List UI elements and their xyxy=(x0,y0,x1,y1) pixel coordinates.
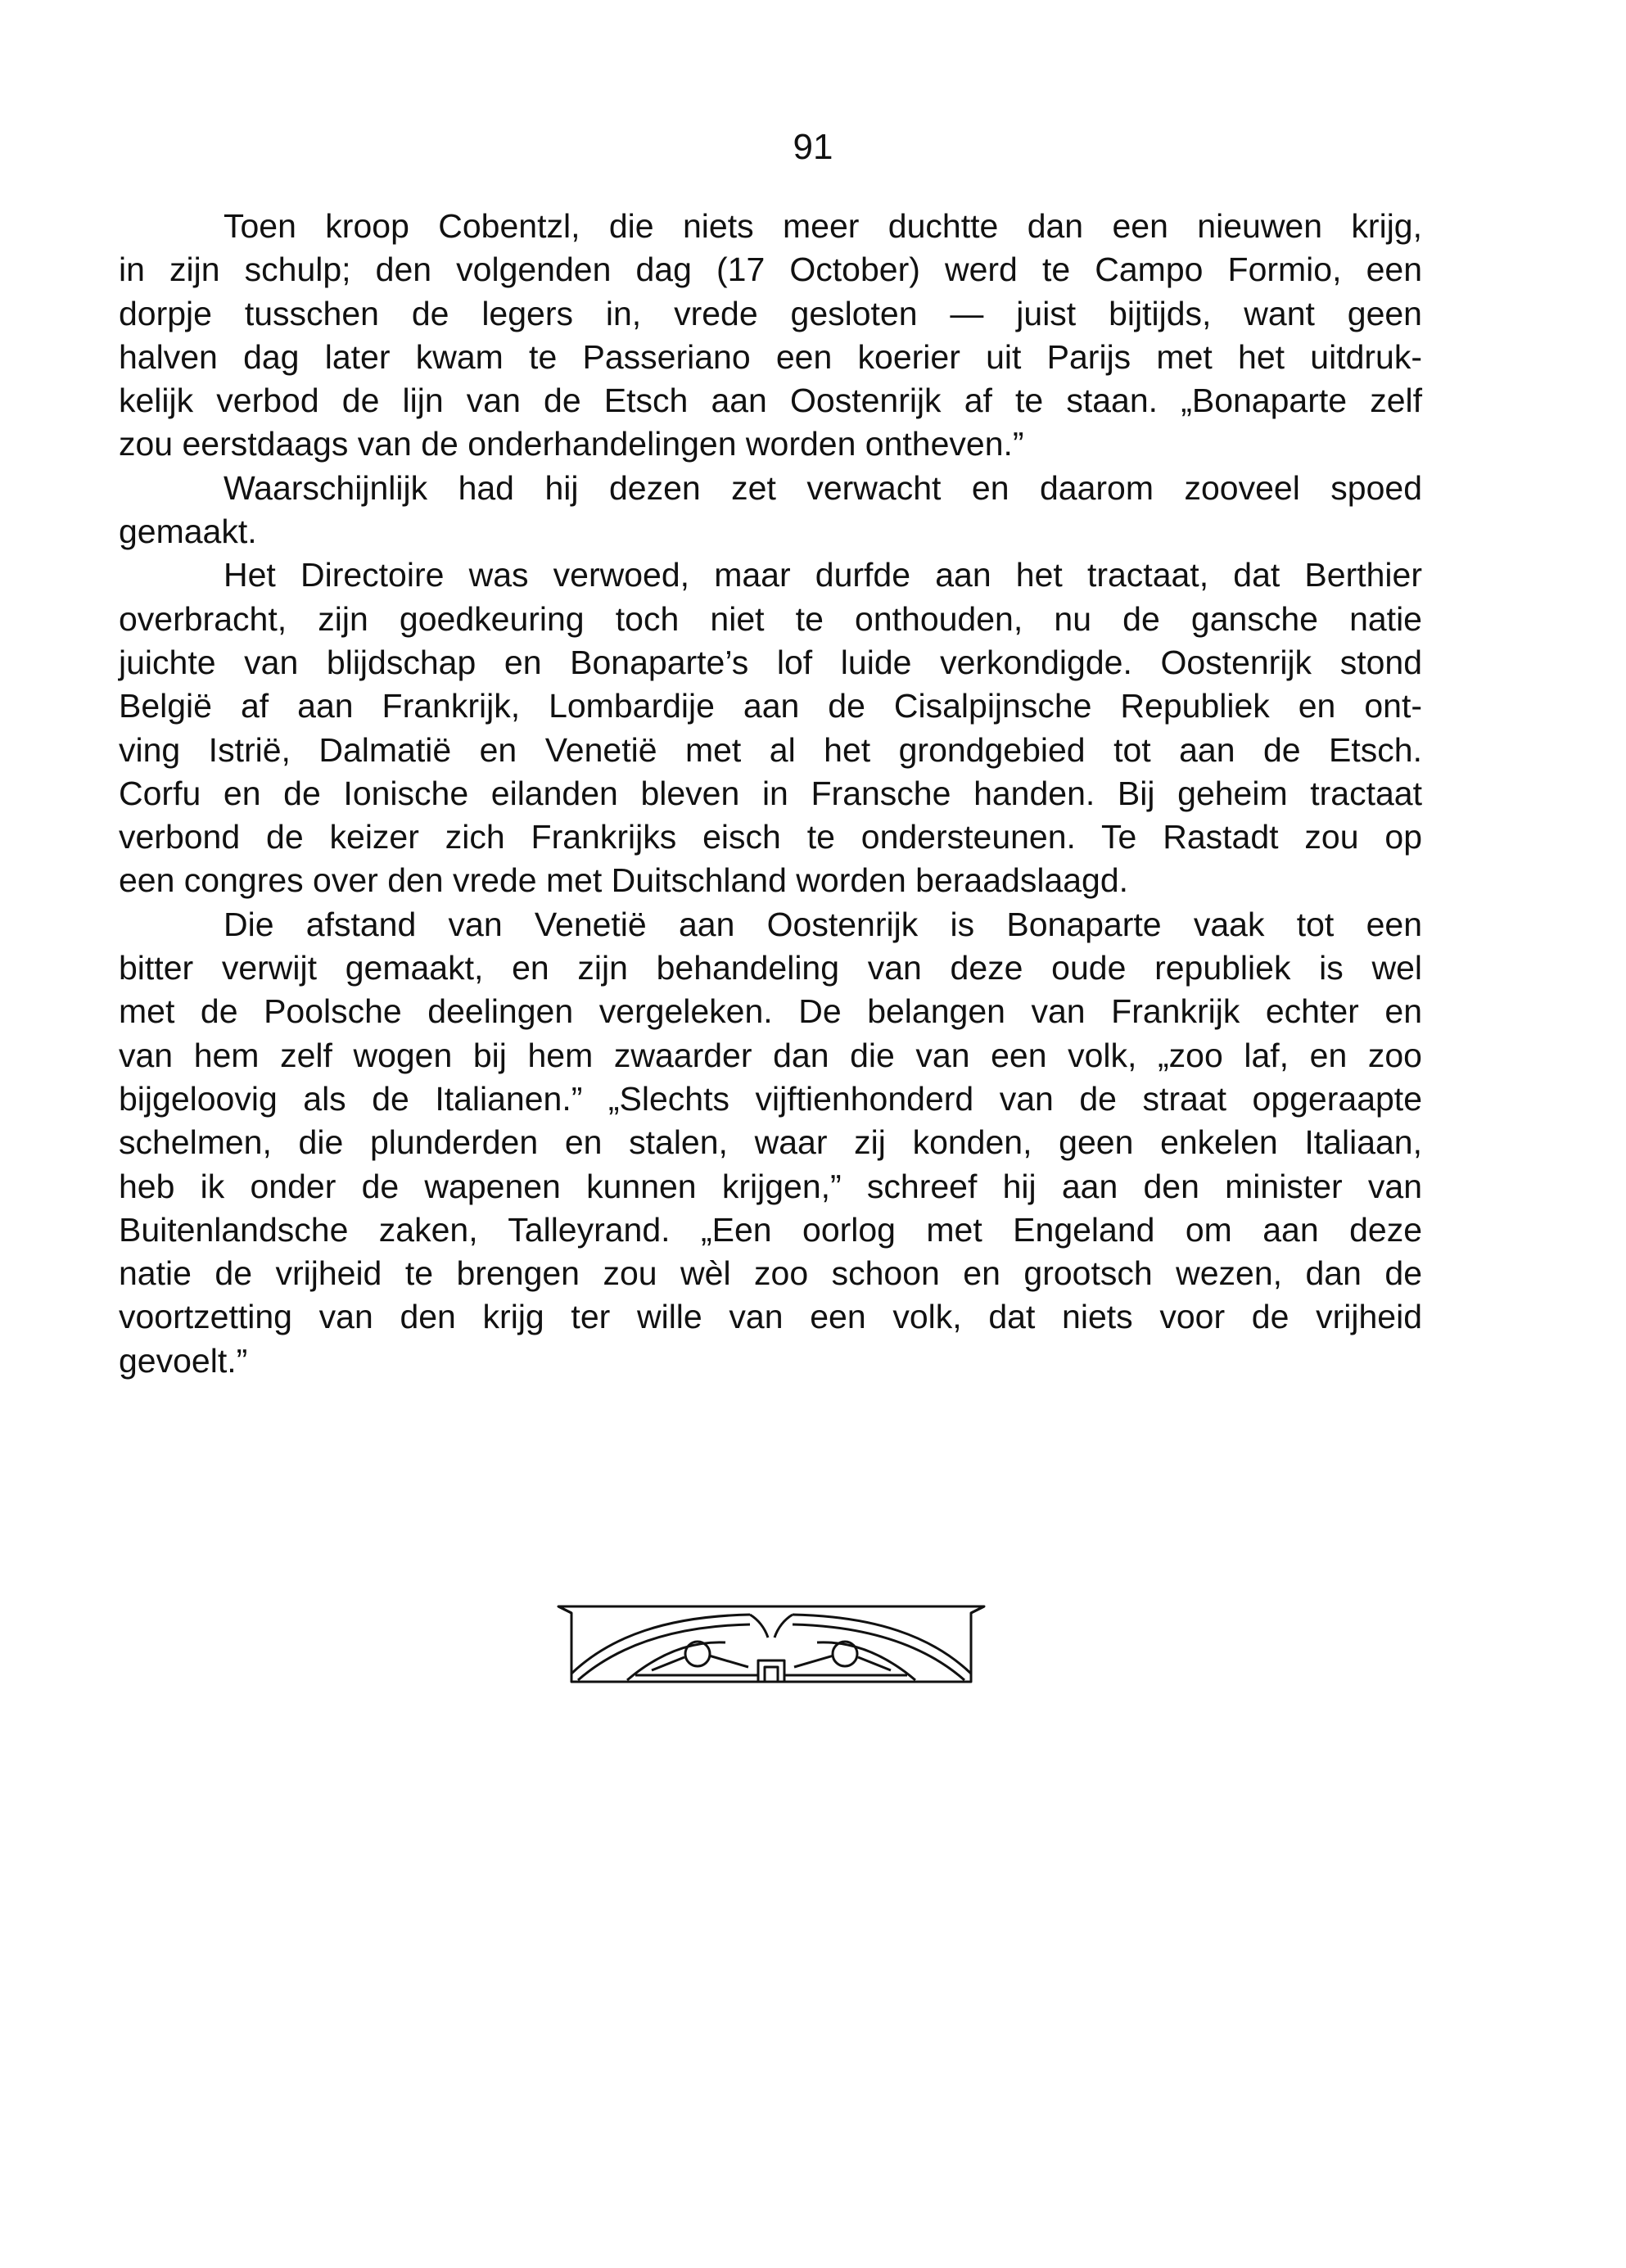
text-line: Het Directoire was verwoed, maar durfde aan het tractaat, dat Berthier xyxy=(224,556,1422,594)
text-line: Buitenlandsche zaken, Talleyrand. „Een oorlog met Engeland om aan deze xyxy=(119,1210,1422,1249)
text-line: Waarschijnlijk had hij dezen zet verwacht en daarom zooveel spoed xyxy=(224,468,1422,507)
text-line: Toen kroop Cobentzl, die niets meer duchtte dan een nieuwen krijg, xyxy=(224,207,1422,245)
text-line: België af aan Frankrijk, Lombardije aan de Cisalpijnsche Republiek en ont- xyxy=(119,687,1422,725)
text-line: in zijn schulp; den volgenden dag (17 October) werd te Campo Formio, een xyxy=(119,251,1422,289)
text-line: een congres over den vrede met Duitschland worden beraadslaagd. xyxy=(119,861,1129,900)
text-line: overbracht, zijn goedkeuring toch niet te onthouden, nu de gansche natie xyxy=(119,599,1422,638)
text-line: heb ik onder de wapenen kunnen krijgen,” schreef hij aan den minister van xyxy=(119,1167,1422,1205)
page-number: 91 xyxy=(793,127,833,167)
text-line: van hem zelf wogen bij hem zwaarder dan die van een volk, „zoo laf, en zoo xyxy=(119,1036,1422,1074)
text-line: Corfu en de Ionische eilanden bleven in Fransche handen. Bij geheim tractaat xyxy=(119,774,1422,812)
text-line: ving Istrië, Dalmatië en Venetië met al het grondgebied tot aan de Etsch. xyxy=(119,730,1422,769)
text-line: dorpje tusschen de legers in, vrede gesloten — juist bijtijds, want geen xyxy=(119,294,1422,332)
body-text xyxy=(119,205,1422,1383)
text-line: gevoelt.” xyxy=(119,1341,248,1380)
text-line: zou eerstdaags van de onderhandelingen worden ontheven.” xyxy=(119,425,1024,463)
text-line: Die afstand van Venetië aan Oostenrijk is Bonaparte vaak tot een xyxy=(224,905,1422,943)
text-line: bitter verwijt gemaakt, en zijn behandeling van deze oude republiek is wel xyxy=(119,949,1422,987)
text-line: voortzetting van den krijg ter wille van een volk, dat niets voor de vrijheid xyxy=(119,1298,1422,1336)
text-line: gemaakt. xyxy=(119,513,257,551)
text-line: juichte van blijdschap en Bonaparte’s lof luide verkondigde. Oostenrijk stond xyxy=(119,643,1422,681)
text-line: halven dag later kwam te Passeriano een koerier uit Parijs met het uitdruk- xyxy=(119,337,1422,376)
text-line: verbond de keizer zich Frankrijks eisch te ondersteunen. Te Rastadt zou op xyxy=(119,818,1422,856)
text-line: kelijk verbod de lijn van de Etsch aan Oostenrijk af te staan. „Bonaparte zelf xyxy=(119,382,1422,420)
text-line: met de Poolsche deelingen vergeleken. De belangen van Frankrijk echter en xyxy=(119,992,1422,1031)
text-line: bijgeloovig als de Italianen.” „Slechts vijftienhonderd van de straat opgeraapte xyxy=(119,1079,1422,1118)
text-line: schelmen, die plunderden en stalen, waar zij konden, geen enkelen Italiaan, xyxy=(119,1123,1422,1162)
tailpiece-ornament-icon xyxy=(553,1595,989,1687)
text-line: natie de vrijheid te brengen zou wèl zoo schoon en grootsch wezen, dan de xyxy=(119,1254,1422,1293)
